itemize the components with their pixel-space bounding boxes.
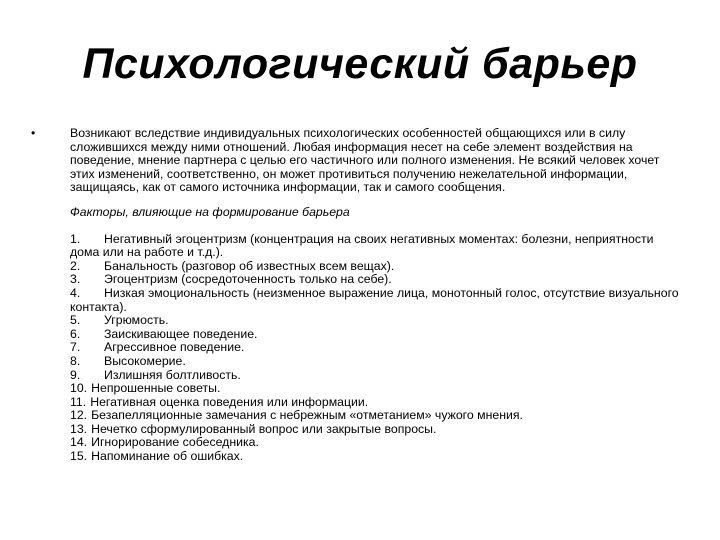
list-item	[70, 396, 685, 410]
list-item	[70, 423, 685, 437]
list-item	[70, 287, 685, 314]
list-item	[70, 409, 685, 423]
item-number: 12.	[70, 408, 88, 423]
item-text: Эгоцентризм (сосредоточенность только на себе).	[104, 272, 392, 287]
item-text: Излишняя болтливость.	[104, 367, 241, 382]
item-text: Агрессивное поведение.	[104, 340, 245, 355]
slide-title: Психологический барьер	[82, 40, 638, 88]
item-text: Нечетко сформулированный вопрос или закрытые вопросы.	[91, 421, 437, 436]
factors-list	[70, 233, 685, 464]
item-number: 8.	[70, 353, 81, 368]
list-item	[70, 382, 685, 396]
item-text: Низкая эмоциональность (неизменное выражение лица, монотонный голос, отсутствие визуального контакта).	[70, 285, 679, 314]
list-item	[70, 450, 685, 464]
item-text: Заискивающее поведение.	[104, 326, 258, 341]
item-text: Безапелляционные замечания с небрежным «отметанием» чужого мнения.	[91, 408, 523, 423]
list-item	[70, 273, 685, 287]
intro-paragraph: Возникают вследствие индивидуальных психологических особенностей общающихся или в силу сложившихся между ними отношений. Любая информация несет на себе элемент воздействия на поведение, мнение партнера с целью его частичного или полного изменения. Не всякий человек хочет этих изменений, соответственно, он может противиться получению нежелательной информации, защищаясь, как от самого источника информации, так и самого сообщения.	[70, 126, 660, 195]
item-number: 2.	[70, 258, 81, 273]
item-number: 5.	[70, 313, 81, 328]
item-number: 4.	[70, 285, 81, 300]
item-text: Негативный эгоцентризм (концентрация на своих негативных моментах: болезни, неприятности дома или на работе и т.д.).	[70, 231, 654, 260]
item-text: Угрюмость.	[104, 313, 169, 328]
item-number: 13.	[70, 421, 88, 436]
item-text: Негативная оценка поведения или информации.	[90, 394, 369, 409]
item-text: Игнорирование собеседника.	[91, 435, 259, 450]
item-text: Высокомерие.	[104, 353, 186, 368]
item-number: 14.	[70, 435, 88, 450]
item-number: 10.	[70, 381, 88, 396]
item-number: 3.	[70, 272, 81, 287]
list-item	[70, 369, 685, 383]
item-text: Непрошенные советы.	[91, 381, 221, 396]
item-number: 9.	[70, 367, 81, 382]
item-text: Банальность (разговор об известных всем вещах).	[104, 258, 395, 273]
list-item	[70, 233, 685, 260]
list-item	[70, 341, 685, 355]
slide-body	[70, 127, 685, 464]
list-item	[70, 436, 685, 450]
item-number: 7.	[70, 340, 81, 355]
list-item	[70, 328, 685, 342]
item-text: Напоминание об ошибках.	[91, 449, 244, 464]
factors-heading: Факторы, влияющие на формирование барьера	[70, 204, 350, 219]
bullet-marker: •	[31, 126, 36, 140]
item-number: 11.	[70, 394, 87, 409]
item-number: 15.	[70, 449, 88, 464]
list-item	[70, 314, 685, 328]
item-number: 6.	[70, 326, 81, 341]
item-number: 1.	[70, 231, 81, 246]
list-item	[70, 355, 685, 369]
list-item	[70, 260, 685, 274]
